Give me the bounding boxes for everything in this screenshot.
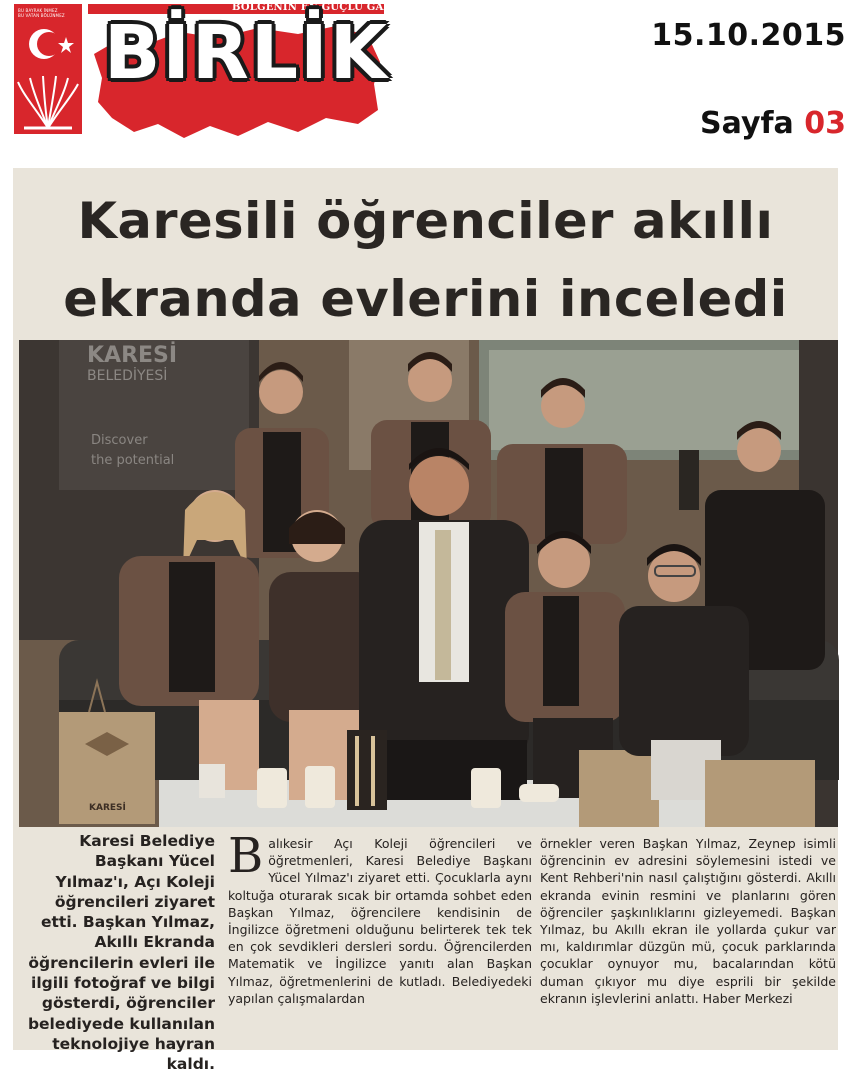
article-headline	[5, 182, 847, 338]
article-photo	[19, 340, 838, 827]
screen-text-line2: the potential	[91, 453, 175, 468]
wall-sign-line1: KARESİ	[87, 343, 178, 368]
body-paragraph-2-text: örnekler veren Başkan Yılmaz, Zeynep isimli öğrencinin ev adresini söylemesini istedi ve Kent Rehberi'nin nasıl çalıştığını gösterdi. Akıllı ekranda evinin resmini ve planlarını gören öğrenciler şaşkınlıklarını gizleyemedi. Başkan Yılmaz, bu Akıllı ekran ile yollarda çukur var mı, kaldırımlar düzgün mü, çocuk parklarında çocuklar oynuyor mu, bacalarından kötü duman çıkıyor mu diye esprili bir şekilde ekranın işlevlerini anlattı.	[540, 836, 836, 1006]
page-label	[630, 106, 850, 141]
page-prefix: Sayfa	[700, 106, 794, 141]
screen-text-line1: Discover	[91, 433, 148, 448]
wall-sign-line2: BELEDİYESİ	[87, 368, 168, 384]
headline-line2: ekranda evlerini inceledi	[63, 270, 788, 328]
article-body-column-1	[228, 828, 532, 1007]
body-paragraph-1: alıkesir Açı Koleji öğrencileri ve öğretmenleri, Karesi Belediye Başkanı Yücel Yılmaz'ı ziyaret etti. Çocuklarla aynı koltuğa oturarak sıcak bir ortamda sohbet eden Başkan Yılmaz, öğrencilere kendisinin de İngilizce öğretmeni olduğunu belirterek tek tek en çok sevdikleri dersleri sordu. Öğrencilerden Matematik ve İngilizce yanıtı alan Başkan Yılmaz, öğretmenlerini de kutladı. Belediyedeki yapılan çalışmalardan	[228, 836, 532, 1006]
article-byline: Haber Merkezi	[702, 990, 793, 1006]
article-clipping	[13, 168, 838, 1074]
article-body-column-2	[540, 835, 836, 1007]
brand-tagline: BÖLGENİN EN GÜÇLÜ GAZETESİ	[232, 2, 427, 13]
flag-motto-line1: BU BAYRAK İNMEZ	[18, 8, 58, 13]
newspaper-name: BİRLİK	[104, 10, 389, 96]
crescent-star-icon	[14, 4, 82, 134]
masthead	[0, 0, 850, 165]
photo-caption: Karesi Belediye Başkanı Yücel Yılmaz'ı, Açı Koleji öğrencileri ziyaret etti. Başkan Yılmaz, Akıllı Ekranda öğrencilerin evleri ile ilgili fotoğraf ve bilgi gösterdi, öğrenciler belediyede kullanılan teknolojiye hayran kaldı.	[27, 832, 215, 1074]
drop-cap: B	[228, 828, 264, 884]
bag-label: KARESİ	[89, 803, 126, 813]
headline-line1: Karesili öğrenciler akıllı	[77, 192, 774, 250]
page-number: 03	[804, 106, 846, 141]
publication-date: 15.10.2015	[651, 18, 846, 53]
flag-logo	[14, 4, 82, 134]
flag-motto-line2: BU VATAN BÖLÜNMEZ	[18, 13, 65, 18]
body-paragraph-2	[540, 835, 836, 1007]
